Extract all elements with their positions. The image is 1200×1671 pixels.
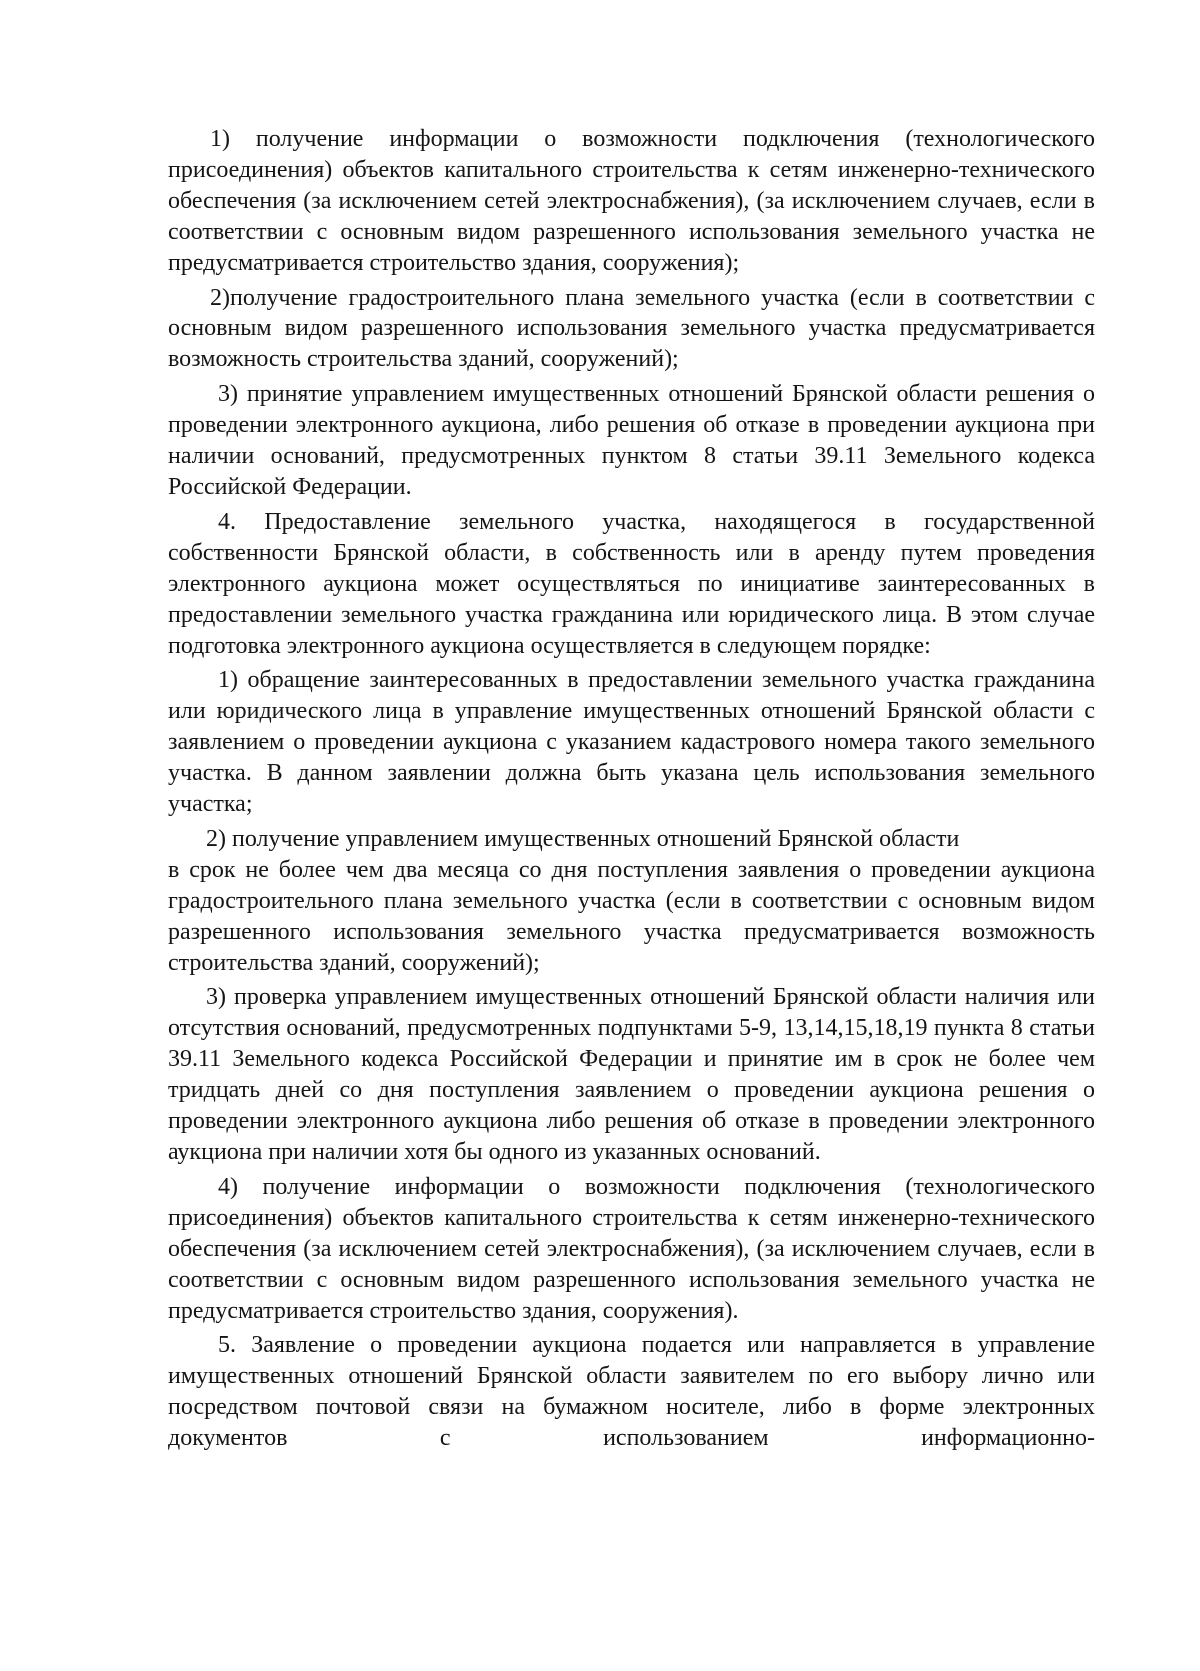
paragraph-5: 1) обращение заинтересованных в предоставлении земельного участка гражданина или юридического лица в управление имущественных отношений Брянской области с заявлением о проведении аукциона с указанием кадастрового номера такого земельного участка. В данном заявлении должна быть указана цель использования земельного участка;	[168, 667, 1095, 818]
paragraph-9: 4) получение информации о возможности подключения (технологического присоединения) объектов капитального строительства к сетям инженерно-технического обеспечения (за исключением сетей электроснабжения), (за исключением случаев, если в соответствии с основным видом разрешенного использования земельного участка не предусматривается строительство здания, сооружения).	[168, 1173, 1095, 1324]
paragraph-4: 4. Предоставление земельного участка, находящегося в государственной собственности Брянской области, в собственность или в аренду путем проведения электронного аукциона может осуществляться по инициативе заинтересованных в предоставлении земельного участка гражданина или юридического лица. В этом случае подготовка электронного аукциона осуществляется в следующем порядке:	[168, 508, 1095, 659]
paragraph-6: 2) получение управлением имущественных отношений Брянской области	[206, 825, 960, 852]
paragraph-8: 3) проверка управлением имущественных отношений Брянской области наличия или отсутствия оснований, предусмотренных подпунктами 5-9, 13,14,15,18,19 пункта 8 статьи 39.11 Земельного кодекса Российской Федерации и принятие им в срок не более чем тридцать дней со дня поступления заявлением о проведении аукциона решения о проведении электронного аукциона либо решения об отказе в проведении электронного аукциона при наличии хотя бы одного из указанных оснований.	[168, 984, 1095, 1165]
document-page	[168, 124, 1095, 1454]
paragraph-2: 2)получение градостроительного плана земельного участка (если в соответствии с основным видом разрешенного использования земельного участка предусматривается возможность строительства зданий, сооружений);	[168, 284, 1095, 373]
paragraph-10: 5. Заявление о проведении аукциона подается или направляется в управление имущественных отношений Брянской области заявителем по его выбору лично или посредством почтовой связи на бумажном носителе, либо в форме электронных документов с использованием информационно-	[168, 1332, 1095, 1452]
paragraph-7: в срок не более чем два месяца со дня поступления заявления о проведении аукциона градостроительного плана земельного участка (если в соответствии с основным видом разрешенного использования земельного участка предусматривается возможность строительства зданий, сооружений);	[168, 856, 1095, 976]
paragraph-1: 1) получение информации о возможности подключения (технологического присоединения) объектов капитального строительства к сетям инженерно-технического обеспечения (за исключением сетей электроснабжения), (за исключением случаев, если в соответствии с основным видом разрешенного использования земельного участка не предусматривается строительство здания, сооружения);	[168, 126, 1095, 276]
paragraph-3: 3) принятие управлением имущественных отношений Брянской области решения о проведении электронного аукциона, либо решения об отказе в проведении аукциона при наличии оснований, предусмотренных пунктом 8 статьи 39.11 Земельного кодекса Российской Федерации.	[168, 381, 1095, 500]
